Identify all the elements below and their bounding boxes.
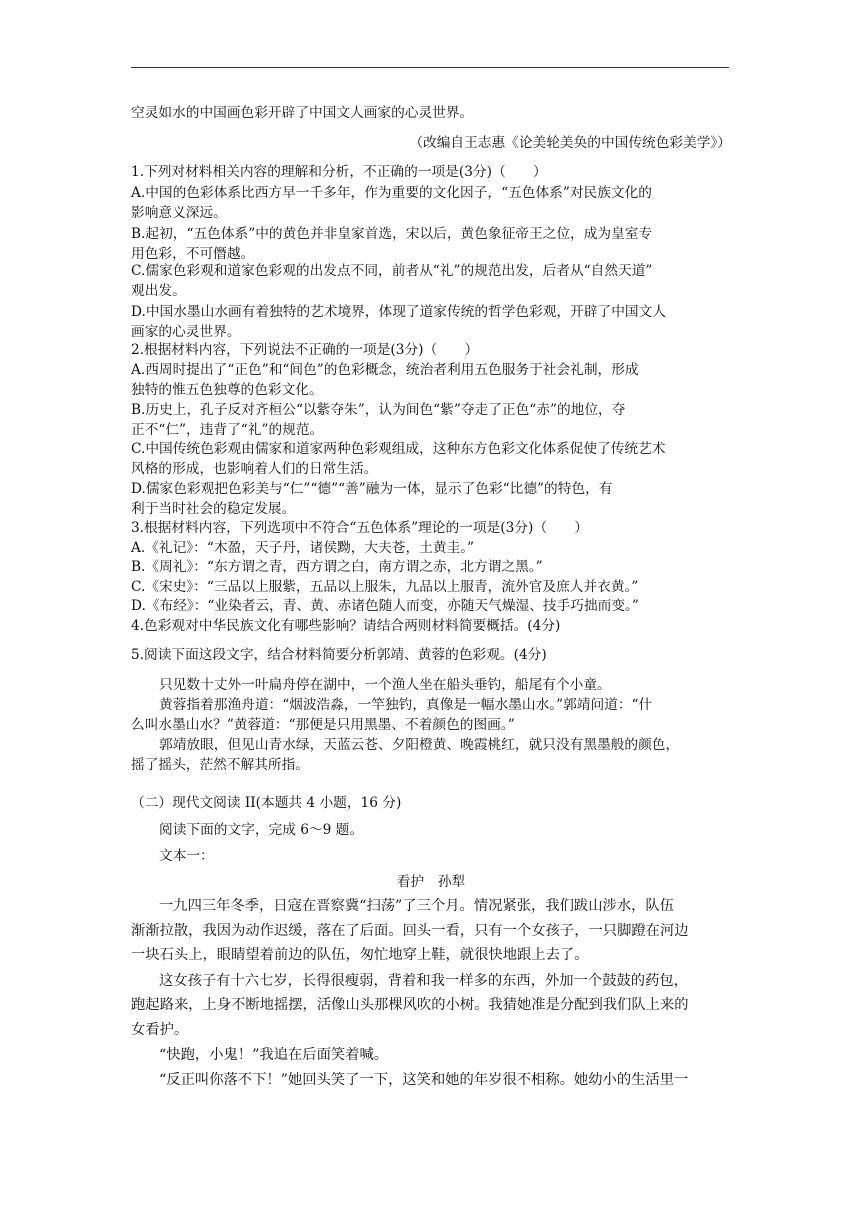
story-line-1: 一九四三年冬季，日寇在晋察冀“扫荡”了三个月。情况紧张，我们跋山涉水，队伍 (159, 898, 675, 914)
q1-option-c-line2: 观出发。 (131, 283, 186, 299)
story-line-5: 跑起路来，上身不断地摇摆，活像山头那棵风吹的小树。我猜她准是分配到我们队上来的 (131, 997, 689, 1013)
q3-option-a: A.《礼记》：“木盈，天子丹，诸侯黝，大夫苍，土黄圭。” (131, 540, 475, 556)
q2-option-b-line1: B.历史上，孔子反对齐桓公“以紫夺朱”，认为间色“紫”夺走了正色“赤”的地位，夺 (131, 402, 626, 418)
q3-option-b: B.《周礼》：“东方谓之青，西方谓之白，南方谓之赤，北方谓之黑。” (131, 559, 543, 575)
story-line-4: 这女孩子有十六七岁，长得很瘦弱，背着和我一样多的东西，外加一个鼓鼓的药包， (159, 973, 688, 989)
passage-tail: 空灵如水的中国画色彩开辟了中国文人画家的心灵世界。 (131, 105, 474, 121)
q2-option-c-line2: 风格的形成，也影响着人们的日常生活。 (131, 461, 378, 477)
question-5: 5.阅读下面这段文字，结合材料简要分析郭靖、黄蓉的色彩观。(4分) (131, 647, 547, 663)
story-title: 看护 孙犁 (396, 874, 466, 890)
q3-option-d: D.《布经》：“业染者云，青、黄、赤诸色随人而变，亦随天气燥湿、技手巧拙而变。” (131, 598, 639, 614)
q3-option-c: C.《宋史》：“三品以上服紫，五品以上服朱，九品以上服青，流外官及庶人并衣黄。” (131, 579, 639, 595)
story-line-8: “反正叫你落不下！”她回头笑了一下，这笑和她的年岁很不相称。她幼小的生活里一 (159, 1072, 689, 1088)
q2-option-b-line2: 正不“仁”，违背了“礼”的规范。 (131, 422, 324, 438)
q2-option-d-line1: D.儒家色彩观把色彩美与“仁”“德”“善”融为一体，显示了色彩“比德”的特色，有 (131, 481, 613, 497)
q2-option-d-line2: 利于当时社会的稳定发展。 (131, 501, 296, 517)
q1-option-a-line2: 影响意义深远。 (131, 205, 227, 221)
excerpt-paragraph-3-line2: 摇了摇头，茫然不解其所指。 (131, 757, 309, 773)
q1-option-a-line1: A.中国的色彩体系比西方早一千多年，作为重要的文化因子，“五色体系”对民族文化的 (131, 185, 652, 201)
excerpt-paragraph-2-line1: 黄蓉指着那渔舟道：“烟波浩淼，一竿独钓，真像是一幅水墨山水。”郭靖问道：“什 (159, 697, 653, 713)
story-line-3: 一块石头上，眼睛望着前边的队伍，匆忙地穿上鞋，就很快地跟上去了。 (131, 947, 589, 963)
q2-option-a-line2: 独特的惟五色独尊的色彩文化。 (131, 382, 323, 398)
q1-option-d-line1: D.中国水墨山水画有着独特的艺术境界，体现了道家传统的哲学色彩观，开辟了中国文人 (131, 304, 666, 320)
q1-option-b-line2: 用色彩，不可僭越。 (131, 246, 255, 262)
source-note: （改编自王志惠《论美轮美奂的中国传统色彩美学》） (409, 135, 731, 151)
header-rule (131, 67, 729, 68)
question-2-stem: 2.根据材料内容，下列说法不正确的一项是(3分)（ ） (131, 342, 479, 358)
excerpt-paragraph-3-line1: 郭靖放眼，但见山青水绿，天蓝云苍、夕阳橙黄、晚霞桃红，就只没有黑墨般的颜色， (159, 737, 680, 753)
q1-option-b-line1: B.起初，“五色体系”中的黄色并非皇家首选，宋以后，黄色象征帝王之位，成为皇室专 (131, 226, 653, 242)
question-3-stem: 3.根据材料内容，下列选项中不符合“五色体系”理论的一项是(3分)（ ） (131, 520, 589, 536)
q1-option-c-line1: C.儒家色彩观和道家色彩观的出发点不同，前者从“礼”的规范出发，后者从“自然天道” (131, 263, 653, 279)
story-line-6: 女看护。 (131, 1022, 189, 1038)
excerpt-paragraph-1: 只见数十丈外一叶扁舟停在湖中，一个渔人坐在船头垂钓，船尾有个小童。 (159, 677, 611, 693)
text-one-label: 文本一： (159, 848, 214, 864)
story-line-2: 渐渐拉散，我因为动作迟缓，落在了后面。回头一看，只有一个女孩子，一只脚蹬在河边 (131, 923, 689, 939)
section-2-instruction: 阅读下面的文字，完成 6～9 题。 (159, 822, 364, 838)
story-line-7: “快跑，小鬼！”我追在后面笑着喊。 (159, 1047, 389, 1063)
excerpt-paragraph-2-line2: 么叫水墨山水？”黄蓉道：“那便是只用黑墨、不着颜色的图画。” (131, 717, 515, 733)
q2-option-c-line1: C.中国传统色彩观由儒家和道家两种色彩观组成，这种东方色彩文化体系促使了传统艺术 (131, 441, 666, 457)
section-2-heading: （二）现代文阅读 II(本题共 4 小题，16 分) (131, 795, 402, 811)
question-4: 4.色彩观对中华民族文化有哪些影响？请结合两则材料简要概括。(4分) (131, 618, 561, 634)
question-1-stem: 1.下列对材料相关内容的理解和分析，不正确的一项是(3分)（ ） (131, 164, 547, 180)
q1-option-d-line2: 画家的心灵世界。 (131, 324, 241, 340)
q2-option-a-line1: A.西周时提出了“正色”和“间色”的色彩概念，统治者利用五色服务于社会礼制，形成 (131, 362, 639, 378)
